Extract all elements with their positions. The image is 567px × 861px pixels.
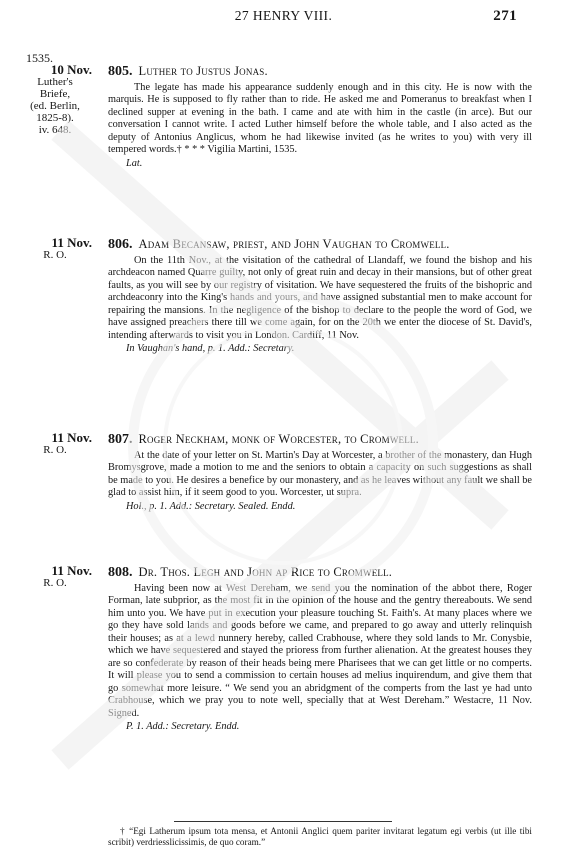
- entry-paragraph: On the 11th Nov., at the visitation of the cathedral of Llandaff, we found the bishop and his archdeacon named Quarre guilty, not only of great ruin and decay in their mansions, but of other great faults, as you will see by our registry of visitation. We have sequestered the fruits of the bishopric and archdeaconry into the King's hands and yours, and have assigned substantial men to make account for repairing the mansions. In the negligence of the bishop to declare to the people the word of God, we have assigned preachers there till we come again, for on the 20th we enter the diocese of St. David's, intending afterwards to visit you in London. Cardiff, 11 Nov.: [108, 255, 532, 341]
- margin-note: R. O.: [43, 249, 67, 261]
- year-label: 1535.: [26, 51, 53, 65]
- entry-paragraph: The legate has made his appearance suddenly enough and in this city. He is now with the marquis. He is supposed to fly rather than to ride. He asked me and Pomeranus to breakfast when I declined supper at evening in the bath. I came and ate with him in the castle (in arce). But our conversation I cannot write. I acted Luther himself before the whole table, and I also acted as the deputy of Antonius Anglicus, whom he had likewise invited (as he writes to you) with very ill tempered words.† * * * Vigilia Martini, 1535.: [108, 82, 532, 156]
- entry-tail-text: Lat.: [126, 157, 143, 169]
- entry-paragraph: At the date of your letter on St. Martin's Day at Worcester, a brother of the monastery, dan Hugh Bromysgrove, made a motion to me and the seniors to obtain a capacity on such suggestions as shall be made to you. He desires a benefice by our monastery, and as he leaves without any fault we shall be glad to assist him, if it seem good to you. Worcester, ut supra.: [108, 450, 532, 499]
- entry-paragraph: Having been now at West Dereham, we send you the nomination of the abbot there, Roger Forman, late subprior, as the most fit in the opinion of the house and the gentry thereabouts. We send him unto you. We have put in execution your pleasure touching St. Faith's. At many places where we go they have sold lands and goods before we came, and prepared to go away and utterly relinquish their houses; as at a lewd nunnery hereby, called Crabhouse, where they sold lands to Mr. Conysbie, which we have sequestered and stayed the prioress from further alienation. At the greatest houses they are so confederate by reason of their heads being mere Pharisees that we can get little or no comperts. It will please you to send a commission to certain houses ad melius inquirendum, and give them that go somewhat more leisure. “ We send you an abridgment of the comperts from the last ye had unto Crabhouse, which we pray you to note well, specially that at West Dereham.” Westacre, 11 Nov. Signed.: [108, 583, 532, 719]
- entry-heading: Adam Becansaw, priest, and John Vaughan to Cromwell.: [138, 237, 450, 251]
- margin-note: 1825-8).: [36, 112, 74, 124]
- entry-body: [108, 237, 532, 356]
- entry-body: [108, 565, 532, 733]
- running-title: 27 HENRY VIII.: [234, 8, 333, 23]
- page-number: 271: [493, 8, 517, 24]
- margin-note: (ed. Berlin,: [30, 100, 80, 112]
- margin-note: Briefe,: [39, 88, 71, 100]
- entry-margin: [14, 565, 96, 589]
- entry-date: 10 Nov.: [50, 62, 92, 77]
- entry-heading: Dr. Thos. Legh and John ap Rice to Cromwell.: [138, 565, 393, 579]
- entry-body: [108, 64, 532, 170]
- margin-note: iv. 648.: [38, 124, 72, 136]
- entry-number: 806.: [108, 237, 133, 252]
- entry-number: 808.: [108, 565, 133, 580]
- footnote-divider: [174, 821, 392, 822]
- entry-date: 11 Nov.: [51, 563, 92, 578]
- running-head: [0, 8, 567, 24]
- entry-tail-text: P. 1. Add.: Secretary. Endd.: [126, 720, 240, 732]
- entry-margin: [14, 237, 96, 261]
- entry-date: 11 Nov.: [51, 430, 92, 445]
- entry-heading-line: [108, 565, 532, 580]
- entry-tail: [126, 721, 532, 733]
- margin-note: R. O.: [43, 444, 67, 456]
- entry-date: 11 Nov.: [51, 235, 92, 250]
- entry-heading-line: [108, 432, 532, 447]
- entry-tail: [126, 158, 532, 170]
- entry-margin: [14, 64, 96, 136]
- entry-tail-text: In Vaughan's hand, p. 1. Add.: Secretary.: [126, 343, 295, 355]
- margin-note: R. O.: [43, 577, 67, 589]
- entry-body: [108, 432, 532, 513]
- entry-margin: [14, 432, 96, 456]
- entry-heading-line: [108, 64, 532, 79]
- entry-number: 805.: [108, 64, 133, 79]
- margin-note: Luther's: [37, 76, 73, 88]
- entry-tail: [126, 501, 532, 513]
- entry-heading: Luther to Justus Jonas.: [138, 64, 268, 78]
- entry-tail: [126, 343, 532, 355]
- entry-heading-line: [108, 237, 532, 252]
- entry-tail-text: Hol., p. 1. Add.: Secretary. Sealed. Endd.: [126, 500, 296, 512]
- footnote: † “Egi Latherum ipsum tota mensa, et Antonii Anglici quem pariter invitarat legatum egi verbis (ut ille tibi scribit) verdriesslicissimis, de quo coram.”: [108, 826, 532, 847]
- entry-heading: Roger Neckham, monk of Worcester, to Cromwell.: [138, 432, 419, 446]
- entry-number: 807.: [108, 432, 133, 447]
